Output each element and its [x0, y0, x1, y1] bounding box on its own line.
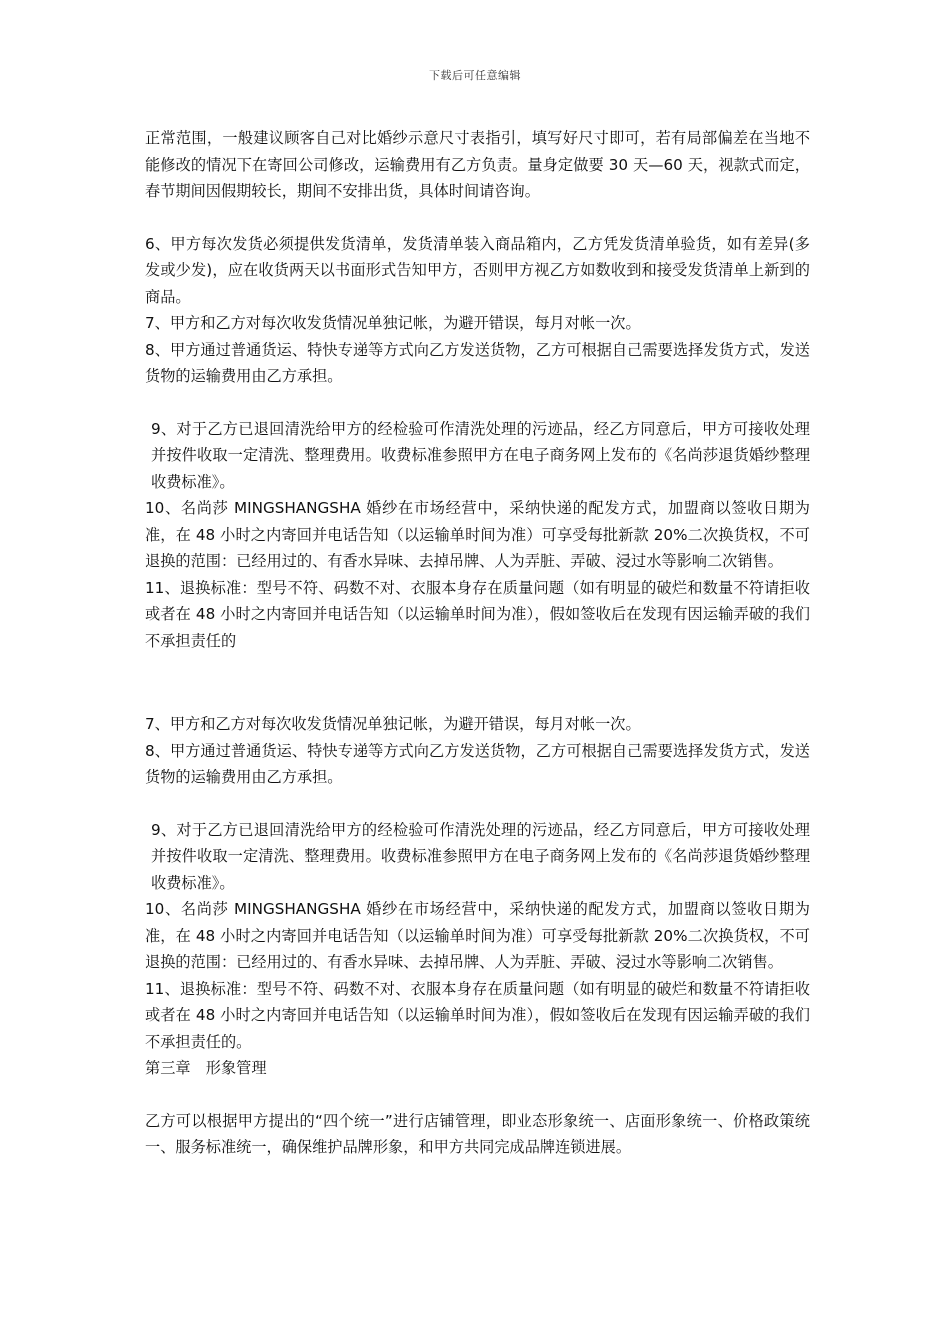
paragraph: 乙方可以根据甲方提出的“四个统一”进行店铺管理，即业态形象统一、店面形象统一、价格政策统一、服务标准统一，确保维护品牌形象，和甲方共同完成品牌连锁进展。 [145, 1111, 810, 1156]
paragraph: 10、名尚莎 MINGSHANGSHA 婚纱在市场经营中，采纳快递的配发方式，加盟商以签收日期为准，在 48 小时之内寄回并电话告知（以运输单时间为准）可享受每批新款 20%二次换货权，不可退换的范围：已经用过的、有香水异味、去掉吊牌、人为弄脏、弄破、浸过水等影响二次销售。 [145, 499, 810, 570]
paragraph: 8、甲方通过普通货运、特快专递等方式向乙方发送货物，乙方可根据自己需要选择发货方式，发送货物的运输费用由乙方承担。 [145, 340, 810, 385]
spacer [145, 654, 810, 711]
spacer [145, 205, 810, 231]
page-header: 下载后可任意编辑 [429, 69, 521, 82]
paragraph: 9、对于乙方已退回清洗给甲方的经检验可作清洗处理的污迹品，经乙方同意后，甲方可接收处理并按件收取一定清洗、整理费用。收费标准参照甲方在电子商务网上发布的《名尚莎退货婚纱整理收费标准》。 [151, 419, 810, 491]
paragraph: 7、甲方和乙方对每次收发货情况单独记帐，为避开错误，每月对帐一次。 [145, 715, 641, 733]
paragraph: 8、甲方通过普通货运、特快专递等方式向乙方发送货物，乙方可根据自己需要选择发货方式，发送货物的运输费用由乙方承担。 [145, 741, 810, 786]
chapter-heading: 第三章 形象管理 [145, 1059, 267, 1077]
spacer [145, 390, 810, 416]
paragraph: 正常范围，一般建议顾客自己对比婚纱示意尺寸表指引，填写好尺寸即可，若有局部偏差在当地不能修改的情况下在寄回公司修改，运输费用有乙方负责。量身定做要 30 天—60 天，视款式而定，春节期间因假期较长，期间不安排出货，具体时间请咨询。 [145, 129, 810, 200]
paragraph: 9、对于乙方已退回清洗给甲方的经检验可作清洗处理的污迹品，经乙方同意后，甲方可接收处理并按件收取一定清洗、整理费用。收费标准参照甲方在电子商务网上发布的《名尚莎退货婚纱整理收费标准》。 [151, 820, 810, 892]
paragraph: 7、甲方和乙方对每次收发货情况单独记帐，为避开错误，每月对帐一次。 [145, 314, 641, 332]
paragraph: 11、退换标准：型号不符、码数不对、衣服本身存在质量问题（如有明显的破烂和数量不符请拒收或者在 48 小时之内寄回并电话告知（以运输单时间为准），假如签收后在发现有因运输弄破的我们不承担责任的。 [145, 979, 810, 1051]
paragraph: 10、名尚莎 MINGSHANGSHA 婚纱在市场经营中，采纳快递的配发方式，加盟商以签收日期为准，在 48 小时之内寄回并电话告知（以运输单时间为准）可享受每批新款 20%二次换货权，不可退换的范围：已经用过的、有香水异味、去掉吊牌、人为弄脏、弄破、浸过水等影响二次销售。 [145, 900, 810, 971]
spacer [145, 791, 810, 817]
paragraph: 6、甲方每次发货必须提供发货清单，发货清单装入商品箱内，乙方凭发货清单验货，如有差异(多发或少发)，应在收货两天以书面形式告知甲方，否则甲方视乙方如数收到和接受发货清单上新到的商品。 [145, 234, 810, 306]
document-body [145, 125, 810, 1161]
paragraph: 11、退换标准：型号不符、码数不对、衣服本身存在质量问题（如有明显的破烂和数量不符请拒收或者在 48 小时之内寄回并电话告知（以运输单时间为准），假如签收后在发现有因运输弄破的我们不承担责任的 [145, 578, 810, 650]
spacer [145, 1082, 810, 1108]
